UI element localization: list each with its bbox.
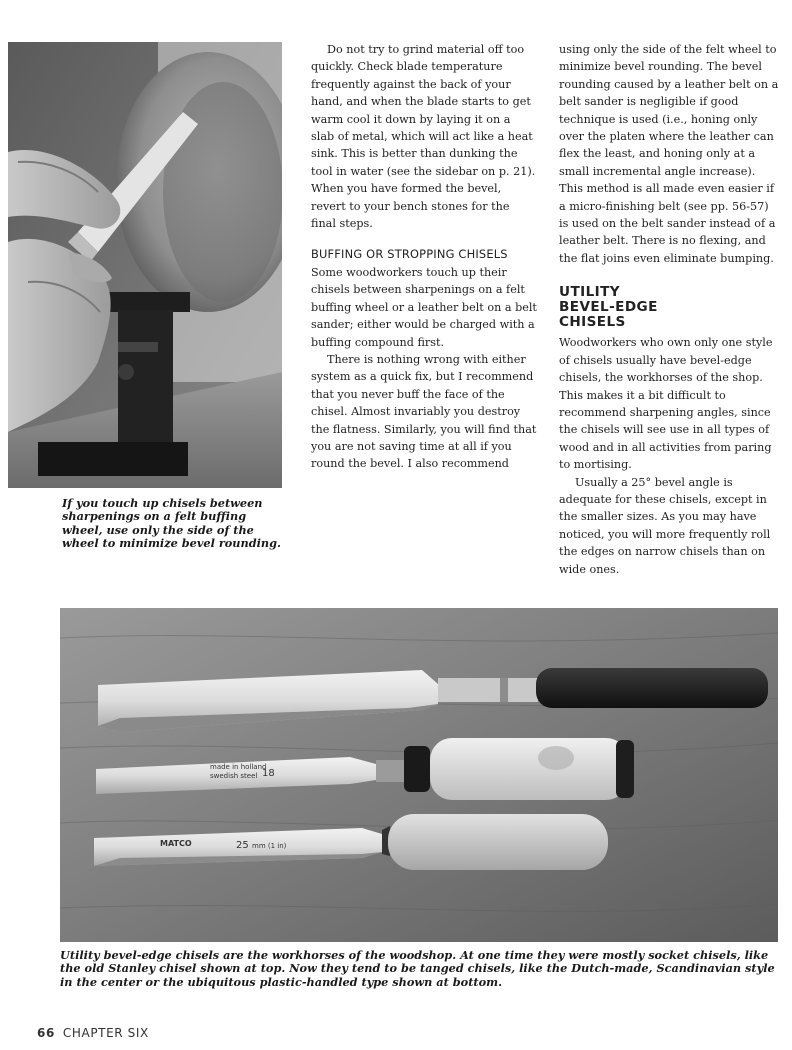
paragraph-bevel-edge: Woodworkers who own only one style of chisels usually have bevel-edge chisels, the workhorses of the shop. This makes it a bit difficult to recommend sharpening angles, since the chisels will see use in all types of wood and in all activities from paring to mortising. bbox=[559, 336, 773, 472]
chapter-label: CHAPTER SIX bbox=[62, 1026, 149, 1040]
heading-line-2: BEVEL-EDGE bbox=[559, 299, 658, 316]
grinder-illustration bbox=[8, 42, 282, 488]
blade-text-size-18: 18 bbox=[262, 768, 275, 779]
section-heading-utility bbox=[559, 285, 781, 330]
paragraph-grinding: Do not try to grind material off too quickly. Check blade temperature frequently against the back of your hand, and when the blade starts to get warm cool it down by laying it on a slab of metal, which will act like a heat sink. This is better than dunking the tool in water (see the sidebar on p. 21). When you have formed the bevel, revert to your bench stones for the final steps. bbox=[311, 43, 536, 231]
paragraph-buffing-advice: There is nothing wrong with either system as a quick fix, but I recommend that you never buff the face of the chisel. Almost invariably you destroy the flatness. Similarly, you will find that you are not saving time at all if you round the bevel. I also recommend bbox=[311, 352, 537, 471]
blade-text-size-25: 25 bbox=[236, 840, 249, 851]
chisels-illustration bbox=[60, 608, 778, 942]
blade-text-swedish-steel: swedish steel bbox=[210, 772, 258, 780]
top-photo-caption: If you touch up chisels between sharpenings on a felt buffing wheel, use only the side of the wheel to minimize bevel rounding. bbox=[62, 496, 281, 550]
heading-line-3: CHISELS bbox=[559, 314, 626, 331]
blade-text-made-in-holland: made in holland bbox=[210, 763, 267, 771]
blade-text-mm: mm (1 in) bbox=[252, 842, 287, 850]
text-column-2 bbox=[559, 41, 781, 578]
text-column-1 bbox=[311, 41, 537, 473]
page-number: 66 bbox=[37, 1026, 55, 1040]
paragraph-felt-wheel: using only the side of the felt wheel to minimize bevel rounding. The bevel rounding caused by a leather belt on a belt sander is negligible if good technique is used (i.e., honing only over the platen where the leather can flex the least, and honing only at a small incremental angle increase). This method is all made even easier if a micro-finishing belt (see pp. 56-57) is used on the belt sander instead of a leather belt. There is no flexing, and the flat joins even eliminate bumping. bbox=[559, 43, 779, 265]
chisels-photo bbox=[60, 608, 778, 942]
grinder-buffing-photo bbox=[8, 42, 282, 488]
paragraph-buffing-intro: Some woodworkers touch up their chisels between sharpenings on a felt buffing wheel or a leather belt on a belt sander; either would be charged with a buffing compound first. bbox=[311, 265, 537, 349]
paragraph-bevel-angle: Usually a 25° bevel angle is adequate for these chisels, except in the smaller sizes. As you may have noticed, you will more frequently roll the edges on narrow chisels than on wide ones. bbox=[559, 475, 771, 576]
blade-text-matco: MATCO bbox=[160, 839, 192, 848]
heading-line-1: UTILITY bbox=[559, 284, 621, 301]
subhead-buffing: BUFFING OR STROPPING CHISELS bbox=[311, 247, 508, 262]
page-footer bbox=[37, 1026, 149, 1040]
bottom-photo-caption: Utility bevel-edge chisels are the workhorses of the woodshop. At one time they were mostly socket chisels, like the old Stanley chisel shown at top. Now they tend to be tanged chisels, like the Dutch-made, Scandinavian style in the center or the ubiquitous plastic-handled type shown at bottom. bbox=[60, 948, 775, 989]
